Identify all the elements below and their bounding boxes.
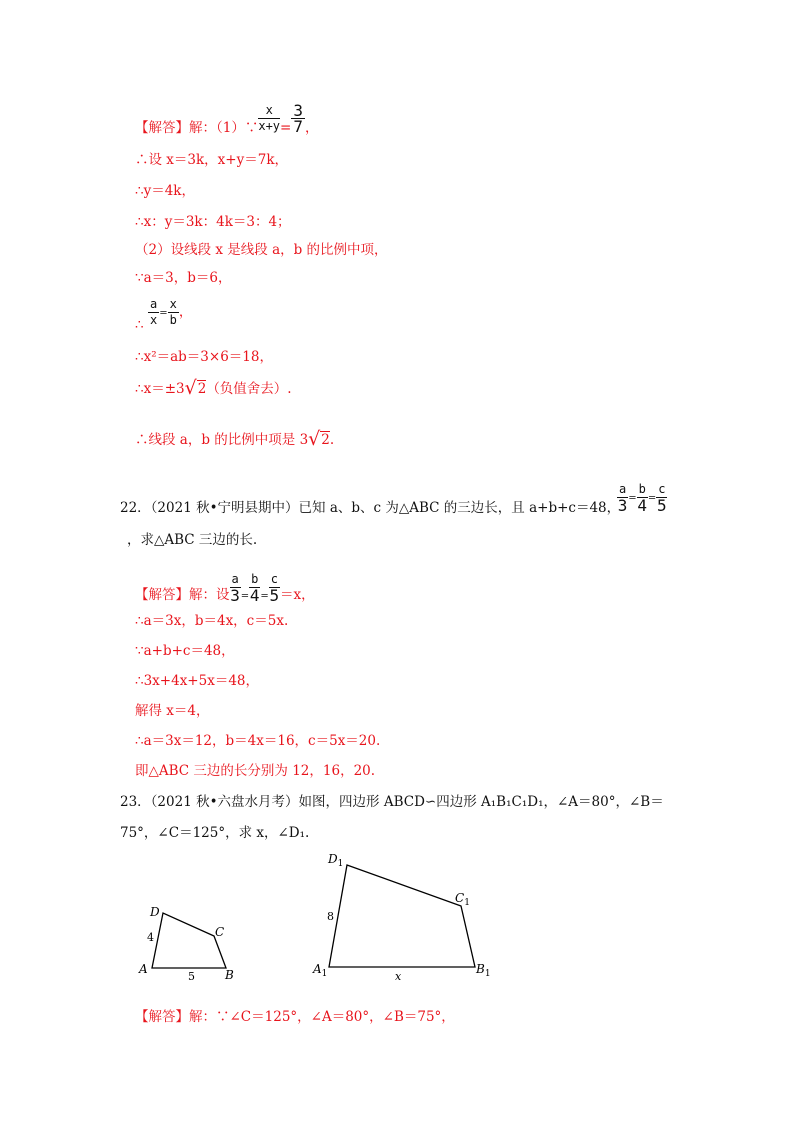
side-ad-length: 4 [147, 931, 154, 944]
sol21-line4: ∴x：y＝3k：4k＝3：4； [135, 214, 291, 230]
fraction-denominator: 5 [269, 586, 280, 605]
fraction-a-over-x [148, 297, 159, 328]
fraction-x-over-b [168, 297, 179, 328]
answer-intro: 解：设 [189, 587, 230, 603]
label-d1: $D_1$ [328, 852, 344, 869]
label-c1: $C_1$ [455, 891, 470, 908]
equals-sign: = [628, 493, 637, 504]
quadrilateral-abcd [152, 913, 226, 968]
fraction-a-over-3 [617, 482, 628, 513]
side-ab-length: 5 [188, 970, 195, 983]
fraction-b-over-4 [637, 482, 648, 513]
period: . [329, 432, 335, 448]
side-a1b1-length: x [395, 970, 402, 983]
equals-sign: = [159, 308, 168, 319]
fraction-denominator: 3 [617, 496, 628, 515]
sol21-line3: ∴y＝4k， [135, 183, 195, 199]
sol21-line5: （2）设线段 x 是线段 a，b 的比例中项， [135, 242, 388, 258]
sol22-line6: ∴a＝3x＝12，b＝4x＝16，c＝5x＝20. [135, 733, 381, 749]
sol21-line7 [135, 315, 144, 335]
sol22-line4: ∴3x+4x+5x＝48， [135, 673, 259, 689]
radicand: 2 [197, 381, 207, 397]
answer-heading: 【解答】 [135, 587, 189, 603]
fraction-c-over-5 [269, 572, 280, 603]
sol22-line3: ∵a+b+c＝48， [135, 643, 235, 659]
conclusion-text: ∴线段 a，b 的比例中项是 3 [135, 432, 309, 448]
equals-x: ＝x， [279, 587, 315, 603]
comma: ， [178, 304, 193, 320]
fraction-denominator: 7 [293, 117, 303, 136]
fraction-numerator: b [638, 482, 646, 496]
sol21-line6: ∵a＝3，b＝6， [135, 270, 232, 286]
fraction-numerator: x [169, 297, 177, 311]
fraction-numerator: a [150, 297, 158, 311]
sol21-line8: ∴x²＝ab＝3×6＝18， [135, 349, 273, 365]
sol21-line9 [135, 377, 292, 399]
fraction-denominator: 5 [657, 496, 667, 515]
sqrt-icon: √ [184, 377, 197, 399]
radicand: 2 [321, 432, 330, 448]
sol21-line10 [135, 428, 334, 450]
equals-sign: = [240, 591, 250, 602]
sol22-line5: 解得 x＝4， [135, 703, 210, 719]
label-a: A [139, 962, 148, 976]
side-a1d1-length: 8 [327, 910, 334, 923]
fraction-3-over-7 [291, 103, 305, 134]
fraction-numerator: x [258, 103, 280, 119]
fraction-b-over-4 [249, 572, 260, 603]
fraction-numerator: a [231, 572, 239, 586]
answer-intro: 解：（1）∵ [189, 120, 259, 136]
q22-line1 [120, 498, 620, 518]
label-c: C [215, 925, 225, 939]
equals-sign: = [647, 493, 657, 504]
fraction-numerator: 3 [293, 101, 303, 120]
fraction-denominator: x+y [258, 119, 281, 133]
equals-sign: = [260, 591, 269, 602]
answer-heading: 【解答】 [135, 1009, 189, 1025]
sol22-line1 [135, 572, 315, 611]
q22-line2: ，求△ABC 三边的长. [127, 532, 258, 548]
proportion-a-x-eq-x-b [148, 297, 192, 328]
note-negative-discarded: （负值舍去）. [206, 381, 292, 397]
sol21-line1 [135, 101, 319, 144]
fraction-x-over-xy [258, 103, 280, 134]
sol22-line7: 即△ABC 三边的长分别为 12，16，20. [135, 763, 376, 779]
label-a1: $A_1$ [313, 962, 328, 979]
fraction-denominator: 4 [249, 586, 260, 605]
q23-line1: 23．（2021 秋•六盘水月考）如图，四边形 ABCD∽四边形 A₁B₁C₁D₁，∠A＝80°，∠B＝ [120, 794, 664, 810]
x-value: ∴x＝±3 [135, 381, 185, 397]
label-b1: $B_1$ [476, 962, 491, 979]
fraction-denominator: b [169, 313, 177, 327]
fraction-denominator: 3 [230, 586, 240, 605]
q22-statement: 22．（2021 秋•宁明县期中）已知 a、b、c 为△ABC 的三边长，且 a+b+c＝48， [120, 500, 621, 516]
therefore-symbol: ∴ [135, 317, 144, 333]
sqrt-icon: √ [308, 428, 321, 450]
q23-line2: 75°，∠C＝125°，求 x，∠D₁. [120, 825, 310, 841]
fraction-numerator: a [619, 482, 627, 496]
label-b: B [225, 968, 234, 982]
fraction-numerator: c [270, 572, 278, 586]
sol23-line1 [135, 1007, 455, 1027]
fraction-denominator: x [150, 313, 158, 327]
fraction-denominator: 4 [637, 496, 648, 515]
q22-ratio [617, 482, 667, 513]
label-d: D [150, 905, 160, 919]
sol22-line2: ∴a＝3x，b＝4x，c＝5x. [135, 613, 289, 629]
sol21-line2: ∴设 x＝3k，x+y＝7k， [135, 152, 288, 168]
quadrilateral-a1b1c1d1 [329, 865, 475, 967]
fraction-numerator: b [251, 572, 259, 586]
fraction-c-over-5 [656, 482, 667, 513]
answer-text: 解：∵∠C＝125°，∠A＝80°，∠B＝75°， [189, 1009, 455, 1025]
fraction-a-over-3 [230, 572, 241, 603]
comma: ， [304, 120, 319, 136]
equals-sign: = [280, 120, 292, 136]
fraction-numerator: c [658, 482, 666, 496]
answer-heading: 【解答】 [135, 120, 189, 136]
